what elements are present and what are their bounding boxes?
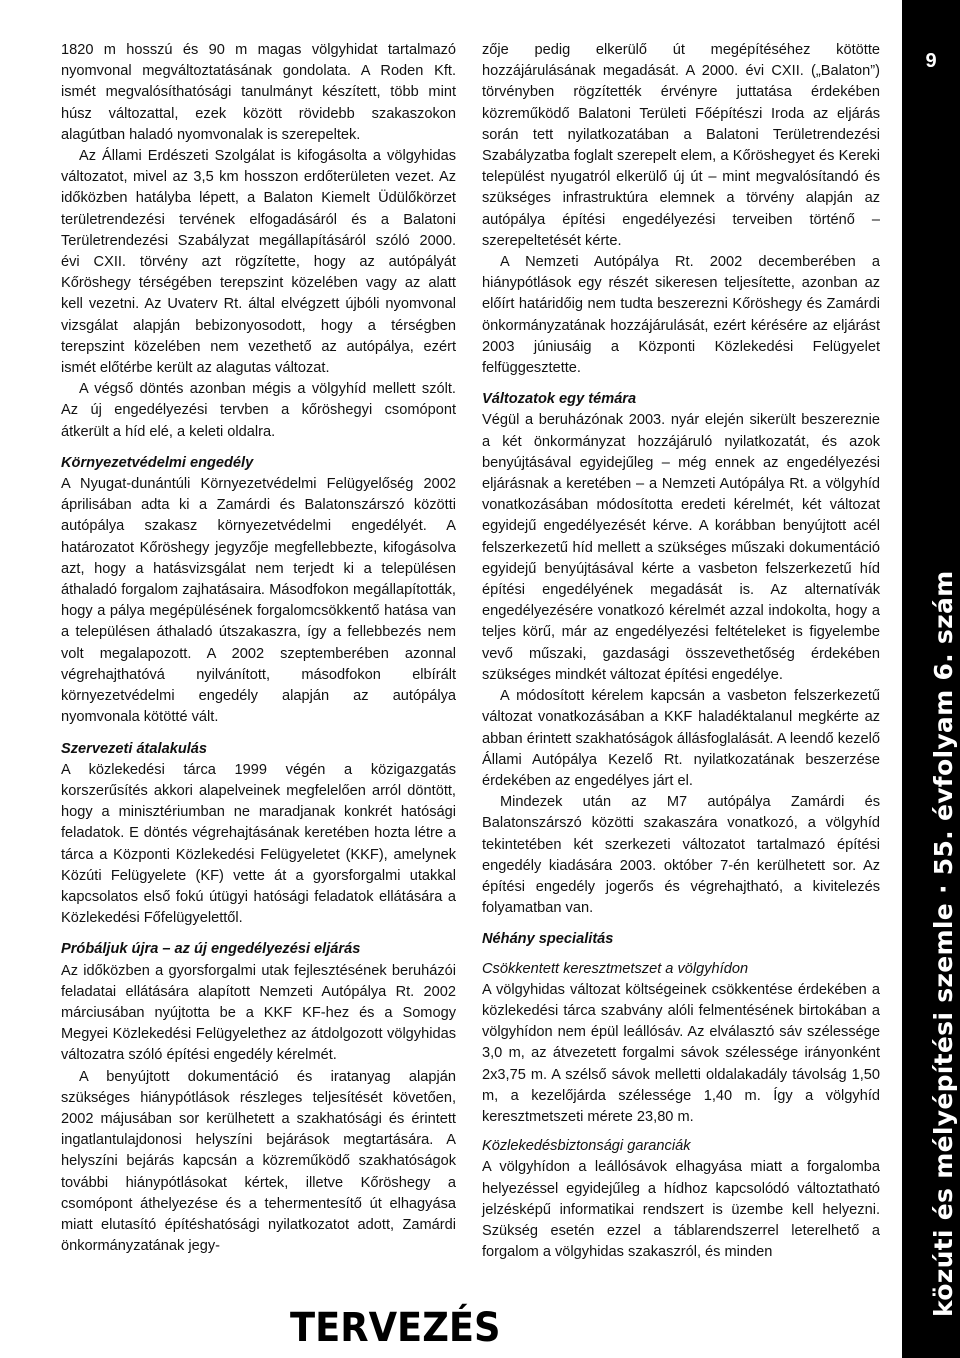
section-heading-specialities: Néhány specialitás [482,931,614,948]
journal-title: közúti és mélyépítési szemle · 55. évfolyam 6. szám [929,570,958,1317]
paragraph: Az időközben a gyorsforgalmi utak fejlesztésének beruházói feladatai ellátására alapított Nemzeti Autópálya Rt. 2002 márciusában nyújtotta be a KKF KF-hez és a Somogy Megyei Közlekedési Felügyelethez az átdolgozott völgyhidas változatra szóló építési engedély kérelmét. [61,962,456,1064]
section-heading-variants: Változatok egy témára [482,391,637,408]
section-heading-environment: Környezetvédelmi engedély [61,454,254,471]
right-column [482,40,880,1263]
section-heading-organization: Szervezeti átalakulás [61,740,208,757]
paragraph: 1820 m hosszú és 90 m magas völgyhidat tartalmazó nyomvonal megváltoztatásának gondolata. A Roden Kft. ismét megvalósíthatósági tanulmányt készített, több mint húsz változattal, ezek között rövidebb szakaszokon alagútban haladó nyomvonalak is szerepeltek. [61,42,456,143]
section-title: TERVEZÉS [290,1305,501,1351]
page-number: 9 [925,50,937,72]
paragraph: A völgyhídon a leállósávok elhagyása miatt a forgalomba helyezéssel egyidejűleg a hídhoz kapcsolódó változtatható jelzésképű informatikai rendszert is üzembe kell helyezni. Szükség esetén ezzel a táblarendszerrel leterelhető a forgalom a völgyhidas szakaszról, és minden [482,1159,880,1261]
subheading-cross-section: Csökkentett keresztmetszet a völgyhídon [482,960,749,977]
paragraph: A módosított kérelem kapcsán a vasbeton felszerkezetű változat vonatkozásában a KKF haladéktalanul megkérte az abban érintett szakhatóságok állásfoglalását. A leendő kezelő Állami Autópálya Kezelő Rt. nyilatkozatának beszerzése érdekében az engedélyes járt el. [482,688,880,789]
paragraph: Az Állami Erdészeti Szolgálat is kifogásolta a völgyhidas változatot, mivel az 3,5 km hosszon erdőterületen vezet. Az időközben hatályba lépett, a Balaton Kiemelt Üdülőkörzet területrendezési tervének elfogadásáról és a Balatoni Területrendezési Szabályzat megállapításáról szóló 2000. évi CXII. törvény azt rögzítette, hogy az autópályát Kőröshegy térségében terepszint közelében vagy az alatt kell vezetni. Az Uvaterv Rt. által elvégzett újbóli nyomvonal vizsgálat alapján bebizonyosodott, hogy a térségben terepszint közelében nem vezethető az autópálya, ezért ismét előtérbe került az alagutas változat. [61,148,456,377]
section-heading-retry: Próbáljuk újra – az új engedélyezési eljárás [61,941,361,958]
left-column [61,40,456,1257]
paragraph: A völgyhidas változat költségeinek csökkentése érdekében a közlekedési tárca szabvány alóli felmentésének birtokában a völgyhídon nem épül leállósáv. Az elválasztó sáv szélessége 3,0 m, az átvezetett forgalmi sávok szélessége irányonként 2x3,75 m. A szélső sávok melletti oldalakadály távolság 1,50 m, a kezelőjárda szélessége 1,40 m. Így a völgyhíd keresztmetszeti mérete 23,80 m. [482,981,880,1125]
paragraph: A benyújtott dokumentáció és iratanyag alapján szükséges hiánypótlások részleges teljesítését követően, 2002 májusában sor kerülhetett a szakhatósági és érintett ingatlantulajdonosi helyszíni bejárások megtartására. A helyszíni bejárás kapcsán a közreműködő szakhatóságok további hiánypótlásokat kértek, illetve Kőröshegy a csomópont áthelyezése és a tehermentesítő út elhagyása miatt elutasító építéshatósági nyilatkozatot adott, Zamárdi önkormányzatának jegy- [61,1068,456,1255]
paragraph: A Nemzeti Autópálya Rt. 2002 decemberében a hiánypótlások egy részét sikeresen teljesítette, azonban az előírt határidőig nem tudta beszerezni Kőröshegy és Zamárdi önkormányzatának hozzájárulását, ezért kérésére az eljárást 2003 júniusáig a Központi Közlekedési Felügyelet felfüggesztette. [482,254,880,377]
paragraph: A Nyugat-dunántúli Környezetvédelmi Felügyelőség 2002 áprilisában adta ki a Zamárdi és Balatonszárszó közötti autópálya szakasz környezetvédelmi engedélyét. A határozatot Kőröshegy jegyzője megfellebbezte, kifogásolva azt, hogy a hatásvizsgálat nem terjedt ki a településen áthaladó forgalom zajhatásaira. Másodfokon megállapították, hogy a pálya megépülésének forgalomcsökkentő hatása van a településen áthaladó útszakaszra, így a fellebbezés nem volt megalapozott. A 2002 szeptemberében azonnal végrehajthatóvá nyilvánított, másodfokon elbírált környezetvédelmi engedély alapján az autópálya nyomvonala kötötté vált. [61,476,456,726]
subheading-safety: Közlekedésbiztonsági garanciák [482,1138,691,1155]
paragraph: zője pedig elkerülő út megépítéséhez kötötte hozzájárulásának megadását. A 2000. évi CXII. („Balaton”) törvényben rögzítették érvényre juttatása érdekében közreműködő Balatoni Területi Főépítészi Iroda az eljárás során tett nyilatkozatában a Balatoni Területrendezési Szabályzatba foglalt szerepelt elem, a Kőröshegyet és Kereki települést nyugatról elkerülő új út – mint megvalósítandó és szükséges infrastruktúra elemnek a törvény alapján az autópálya építési engedélyezési terveiben történő – szerepeltetését kérte. [482,42,880,249]
paragraph: Végül a beruházónak 2003. nyár elején sikerült beszereznie a két önkormányzat hozzájáruló nyilatkozatát, és azok benyújtásával egyidejűleg – még ennek az engedélyezési eljárásnak a keretében – a Nemzeti Autópálya Rt. a völgyhíd vonatkozásában módosította eredeti kérelmét, két változat egyidejű engedélyezését kérve. A korábban benyújtott acél felszerkezetű híd mellett a szükséges műszaki dokumentáció egyidejű benyújtásával kérte a vasbeton felszerkezetű híd építési engedélyének megadását is. Az alternatívák engedélyezésére vonatkozó kérelmét azzal indokolta, hogy a teljes körű, már az engedélyezési feltételeket is figyelembe vevő műszaki, gazdasági összevethetőség érdekében szükséges mindkét változat építési engedélye. [482,412,880,683]
sidebar [902,0,960,1358]
paragraph: Mindezek után az M7 autópálya Zamárdi és Balatonszárszó közötti szakaszára vonatkozó, a völgyhíd tekintetében két szerkezeti változatot tartalmazó építési engedély kiadására 2003. október 7-én kerülhetett sor. Az építési engedély jogerős és végrehajtható, a kivitelezés folyamatban van. [482,794,880,917]
paragraph: A közlekedési tárca 1999 végén a közigazgatás korszerűsítés akkori alapelveinek megfelelően arról döntött, hogy a minisztériumban ne maradjanak konkrét hatósági feladatok. E döntés végrehajtásának keretében hozta létre a tárca a Központi Közlekedési Felügyeletet (KKF), amelynek Közúti Felügyelete (KF) vette át a gyorsforgalmi utakkal kapcsolatos első fokú útügyi hatósági feladatok ellátására a Közlekedési Főfelügyelettől. [61,761,456,927]
paragraph: A végső döntés azonban mégis a völgyhíd mellett szólt. Az új engedélyezési tervben a kőröshegyi csomópont átkerült a híd elé, a keleti oldalra. [61,381,456,440]
